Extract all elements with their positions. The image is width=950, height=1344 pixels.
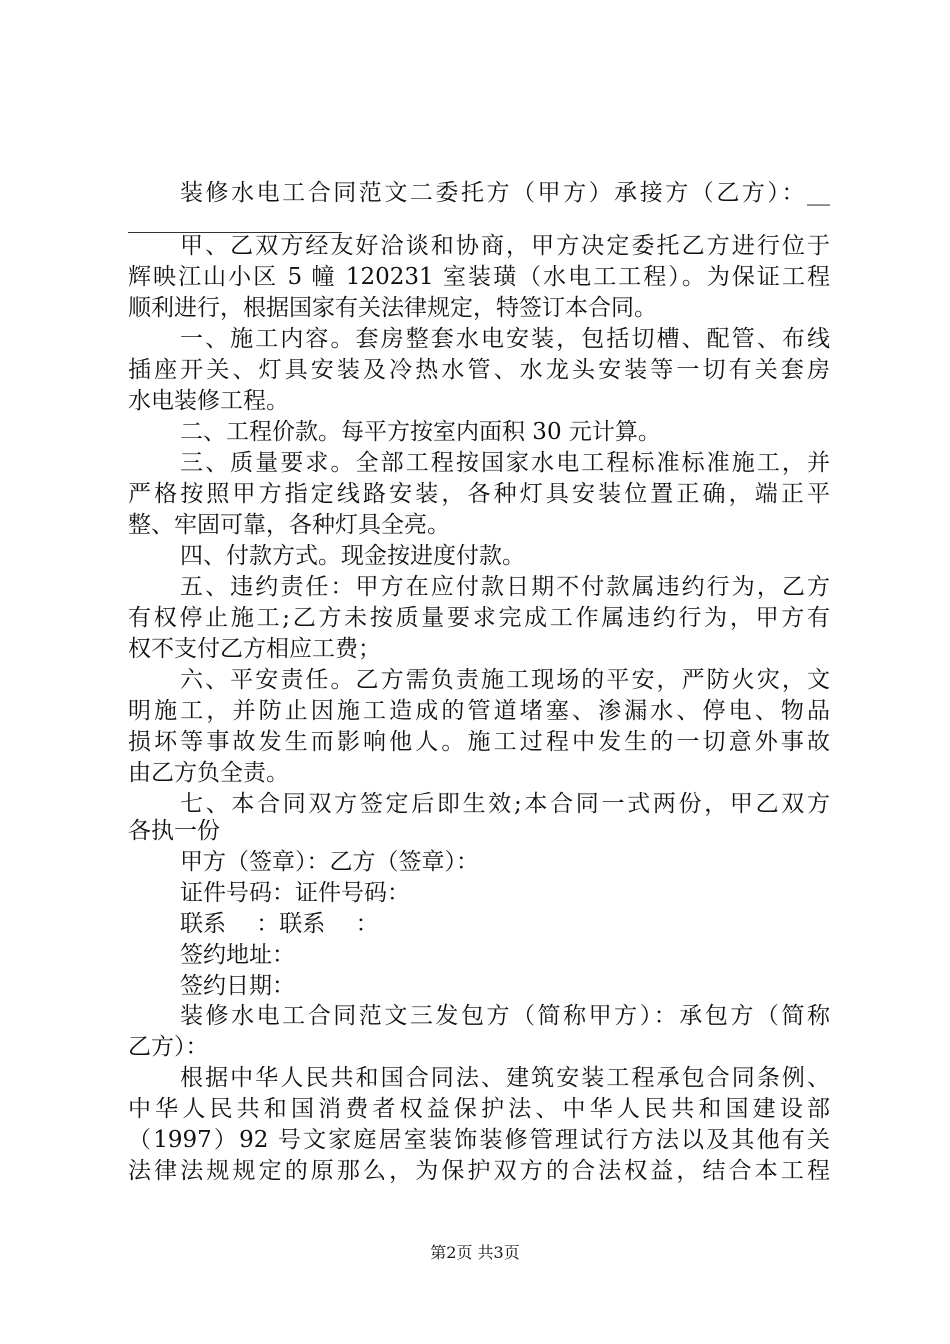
text-line: 装修水电工合同范文三发包方（简称甲方）：承包方（简称 xyxy=(180,1003,830,1029)
text-line: 法律法规规定的原那么，为保护双方的合法权益，结合本工程 xyxy=(128,1158,830,1184)
text-line: 水电装修工程。 xyxy=(128,388,289,414)
text-line: 整、牢固可靠，各种灯具全亮。 xyxy=(128,512,450,538)
text-line: 根据中华人民共和国合同法、建筑安装工程承包合同条例、 xyxy=(180,1065,830,1091)
text-line: 甲、乙双方经友好洽谈和协商，甲方决定委托乙方进行位于 xyxy=(180,233,830,259)
text-line: 证件号码：证件号码： xyxy=(180,880,410,906)
text-line: 损坏等事故发生而影响他人。施工过程中发生的一切意外事故 xyxy=(128,729,830,755)
text-line: 联系 ：联系 ： xyxy=(180,911,379,937)
page-footer: 第2页 共3页 xyxy=(430,1243,520,1262)
blank-underline xyxy=(128,232,342,233)
text-line: 四、付款方式。现金按进度付款。 xyxy=(180,543,525,569)
text-line: 权不支付乙方相应工费； xyxy=(128,636,381,662)
text-line: 插座开关、灯具安装及冷热水管、水龙头安装等一切有关套房 xyxy=(128,357,830,383)
text-line: 二、工程价款。每平方按室内面积 30 元计算。 xyxy=(180,419,661,445)
text-line: 明施工，并防止因施工造成的管道堵塞、渗漏水、停电、物品 xyxy=(128,698,830,724)
text-line: 签约地址： xyxy=(180,942,295,968)
text-line: 七、本合同双方签定后即生效;本合同一式两份，甲乙双方 xyxy=(180,791,830,817)
text-line: 乙方）： xyxy=(128,1034,209,1060)
text-line: 签约日期： xyxy=(180,973,295,999)
text-line: 中华人民共和国消费者权益保护法、中华人民共和国建设部 xyxy=(128,1096,830,1122)
text-line: 三、质量要求。全部工程按国家水电工程标准标准施工，并 xyxy=(180,450,830,476)
text-line: 甲方（签章）：乙方（签章）： xyxy=(180,849,479,875)
text-line: 一、施工内容。套房整套水电安装，包括切槽、配管、布线 xyxy=(180,326,830,352)
text-line: 辉映江山小区 5 幢 120231 室装璜（水电工工程）。为保证工程 xyxy=(128,264,830,290)
text-line: （1997）92 号文家庭居室装饰装修管理试行方法以及其他有关 xyxy=(128,1127,830,1153)
text-line: 顺利进行，根据国家有关法律规定，特签订本合同。 xyxy=(128,295,657,321)
text-line: 由乙方负全责。 xyxy=(128,760,289,786)
text-line: 严格按照甲方指定线路安装，各种灯具安装位置正确，端正平 xyxy=(128,481,830,507)
text-line: 六、平安责任。乙方需负责施工现场的平安，严防火灾，文 xyxy=(180,667,830,693)
text-line: 五、违约责任：甲方在应付款日期不付款属违约行为，乙方 xyxy=(180,574,830,600)
text-line: 装修水电工合同范文二委托方（甲方）承接方（乙方）：__ xyxy=(180,180,830,206)
text-line: 各执一份 xyxy=(128,818,220,844)
text-line: 有权停止施工;乙方未按质量要求完成工作属违约行为，甲方有 xyxy=(128,605,830,631)
